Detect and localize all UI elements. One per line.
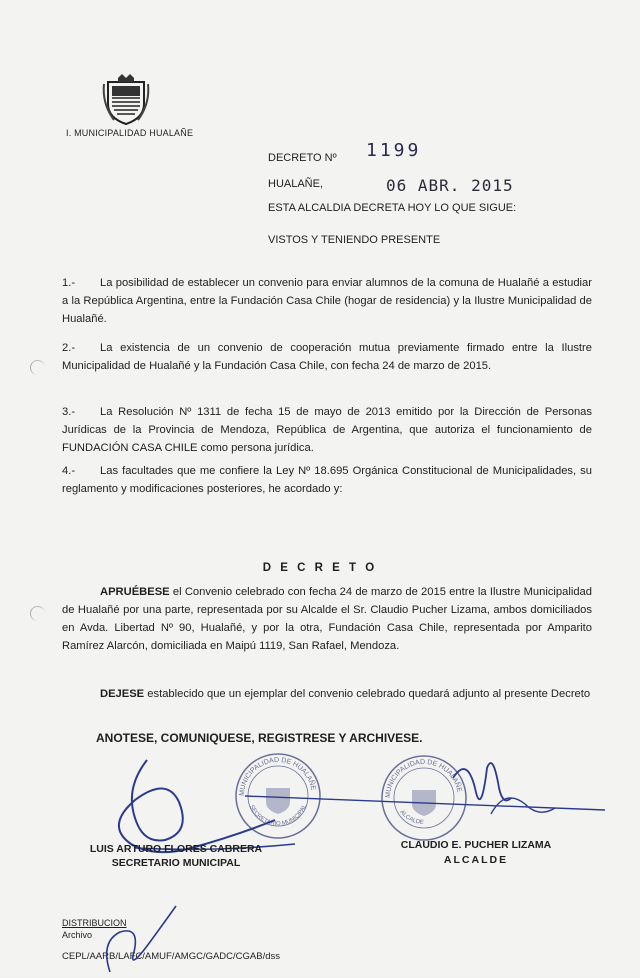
svg-text:MUNICIPALIDAD DE HUALAÑE: MUNICIPALIDAD DE HUALAÑE — [384, 758, 463, 799]
svg-text:MUNICIPALIDAD DE HUALAÑE: MUNICIPALIDAD DE HUALAÑE — [238, 756, 317, 797]
municipal-crest-logo — [102, 74, 150, 126]
secretary-title: SECRETARIO MUNICIPAL — [111, 857, 241, 869]
mayor-signature-block — [388, 838, 564, 868]
decree-place: HUALAÑE, — [268, 178, 324, 190]
consideration-4: 4.- Las facultades que me confiere la Ley Nº 18.695 Orgánica Constitucional de Municipalidades, su reglamento y modificaciones posteriores, he acordado y: — [62, 465, 592, 495]
vistos-heading: VISTOS Y TENIENDO PRESENTE — [268, 234, 441, 246]
punch-hole-mark — [30, 606, 45, 621]
decree-date-stamp: 06 ABR. 2015 — [386, 176, 514, 195]
mayor-title: ALCALDE — [443, 854, 509, 866]
alcaldia-statement: ESTA ALCALDIA DECRETA HOY LO QUE SIGUE: — [268, 202, 517, 214]
punch-hole-mark — [30, 360, 45, 375]
decree-number-label: DECRETO Nº — [268, 152, 337, 164]
svg-text:ALCALDE: ALCALDE — [398, 809, 424, 827]
svg-text:SECRETARIO MUNICIPAL: SECRETARIO MUNICIPAL — [248, 803, 309, 828]
decreto-heading: D E C R E T O — [262, 562, 378, 574]
secretary-signature-block — [76, 842, 276, 870]
decree-number: 1199 — [366, 140, 422, 161]
apruebese-paragraph: APRUÉBESE el Convenio celebrado con fecha 24 de marzo de 2015 entre la Ilustre Municipalidad de Hualañé por una parte, representada por su Alcalde el Sr. Claudio Pucher Lizama, ambos domiciliados en Avda. Libertad Nº 90, Hualañé, y por la otra, Fundación Casa Chile, representada por Amparito Ramírez Alarcón, domiciliada en Maipú 1119, San Rafael, Mendoza. — [62, 586, 592, 652]
initial-scribble — [90, 902, 180, 974]
distribution-initials: CEPL/AARB/LAFC/AMUF/AMGC/GADC/CGAB/dss — [62, 951, 281, 962]
dejese-paragraph: DEJESE establecido que un ejemplar del convenio celebrado quedará adjunto al presente Decreto — [100, 688, 591, 700]
consideration-1: 1.- La posibilidad de establecer un convenio para enviar alumnos de la comuna de Hualañé a estudiar a la República Argentina, entre la Fundación Casa Chile (hogar de residencia) y la Ilustre Municipalidad de Hualañé. — [62, 277, 592, 325]
distribution-archivo: Archivo — [62, 930, 93, 940]
secretary-name: LUIS ARTURO FLORES CABRERA — [89, 843, 263, 855]
distribution-label: DISTRIBUCION — [62, 918, 127, 928]
municipality-name: I. MUNICIPALIDAD HUALAÑE — [66, 128, 194, 138]
consideration-3: 3.- La Resolución Nº 1311 de fecha 15 de mayo de 2013 emitido por la Dirección de Personas Jurídicas de la Provincia de Mendoza, República de Argentina, que autoriza el funcionamiento de FUNDACIÓN CASA CHILE como persona jurídica. — [62, 406, 592, 454]
anotese-statement: ANOTESE, COMUNIQUESE, REGISTRESE Y ARCHIVESE. — [96, 731, 423, 745]
consideration-2: 2.- La existencia de un convenio de cooperación mutua previamente firmado entre la Ilustre Municipalidad de Hualañé y la Fundación Casa Chile, con fecha 24 de marzo de 2015. — [62, 342, 592, 372]
mayor-name: CLAUDIO E. PUCHER LIZAMA — [400, 839, 552, 851]
